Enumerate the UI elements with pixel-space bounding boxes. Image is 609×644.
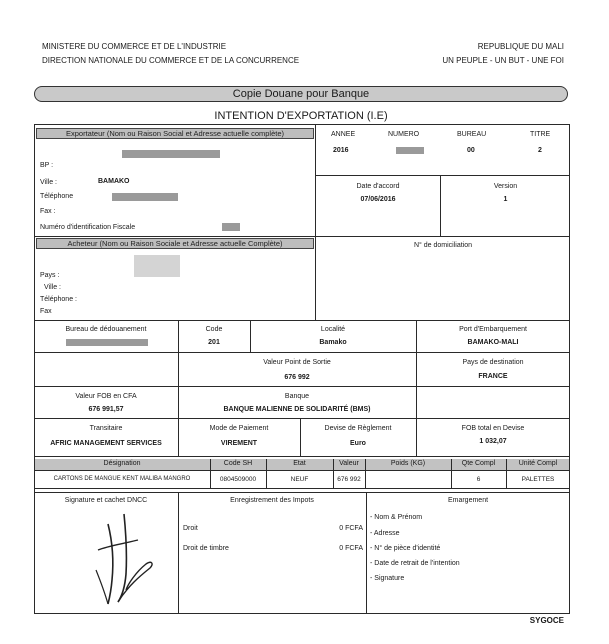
bureau-value: 00 — [467, 147, 475, 154]
fob-devise-value: 1 032,07 — [479, 438, 507, 445]
goods-header-designation: Désignation — [103, 460, 141, 467]
redaction — [112, 193, 178, 201]
redaction — [222, 223, 240, 231]
handwritten-signature — [78, 510, 168, 606]
transitaire-value: AFRIC MANAGEMENT SERVICES — [50, 440, 162, 447]
annee-label: ANNEE — [331, 131, 356, 138]
version-label: Version — [493, 183, 518, 190]
mode-paiement-value: VIREMENT — [220, 440, 258, 447]
localite-value: Bamako — [319, 339, 347, 346]
goods-designation: CARTONS DE MANGUE KENT MALIBA MANGRO — [53, 476, 191, 482]
fax-label: Fax : — [40, 208, 56, 215]
buyer-header: Acheteur (Nom ou Raison Sociale et Adresse actuelle Complète) — [36, 238, 314, 249]
code-value: 201 — [208, 339, 220, 346]
code-label: Code — [205, 326, 223, 333]
titre-label: TITRE — [530, 131, 551, 138]
buyer-ville-label: Ville : — [44, 284, 61, 291]
redaction — [66, 339, 148, 346]
transitaire-label: Transitaire — [89, 425, 123, 432]
date-accord-value: 07/06/2016 — [360, 196, 396, 203]
bp-label: BP : — [40, 162, 54, 169]
emargement-item: - Adresse — [370, 530, 400, 537]
republic-name: REPUBLIQUE DU MALI — [477, 42, 564, 51]
nif-label: Numéro d'identification Fiscale — [40, 224, 136, 231]
telephone-label: Téléphone — [40, 193, 74, 200]
emargement-label: Emargement — [447, 497, 489, 504]
mode-paiement-label: Mode de Paiement — [209, 425, 269, 432]
pays-destination-label: Pays de destination — [462, 359, 524, 366]
version-value: 1 — [503, 196, 508, 203]
goods-header-poids: Poids (KG) — [390, 460, 426, 467]
emargement-item: - N° de pièce d'identité — [370, 545, 441, 552]
devise-label: Devise de Règlement — [324, 425, 392, 432]
buyer-pays-label: Pays : — [40, 272, 60, 279]
valeur-sortie-label: Valeur Point de Sortie — [263, 359, 331, 366]
fob-cfa-label: Valeur FOB en CFA — [75, 393, 137, 400]
banque-label: Banque — [284, 393, 310, 400]
bureau-label: BUREAU — [457, 131, 487, 138]
devise-value: Euro — [350, 440, 366, 447]
droit-label: Droit — [183, 525, 198, 532]
titre-value: 2 — [538, 147, 542, 154]
copy-banner: Copie Douane pour Banque — [34, 86, 568, 102]
droit-timbre-value: 0 FCFA — [339, 545, 363, 552]
ville-value: BAMAKO — [98, 178, 130, 185]
ministry-name: MINISTERE DU COMMERCE ET DE L'INDUSTRIE — [42, 42, 227, 51]
fob-devise-label: FOB total en Devise — [461, 425, 525, 432]
banque-value: BANQUE MALIENNE DE SOLIDARITÉ (BMS) — [223, 406, 371, 413]
redaction — [396, 147, 424, 154]
port-label: Port d'Embarquement — [459, 326, 527, 333]
port-value: BAMAKO-MALI — [467, 339, 519, 346]
emargement-item: - Nom & Prénom — [370, 514, 423, 521]
signature-dncc-label: Signature et cachet DNCC — [64, 497, 148, 504]
goods-header-valeur: Valeur — [339, 460, 359, 467]
goods-header-qte: Qte Compl — [461, 460, 496, 467]
goods-header-etat: Etat — [293, 460, 306, 467]
buyer-fax-label: Fax — [40, 308, 52, 315]
date-accord-label: Date d'accord — [356, 183, 400, 190]
goods-unite: PALETTES — [521, 476, 555, 483]
impots-label: Enregistrement des Impots — [230, 497, 314, 504]
pays-destination-value: FRANCE — [478, 373, 508, 380]
goods-header-unite: Unité Compl — [518, 460, 558, 467]
goods-header-code-sh: Code SH — [223, 460, 253, 467]
footer-sygoce: SYGOCE — [529, 616, 564, 625]
valeur-sortie-value: 676 992 — [284, 374, 310, 381]
domiciliation-label: N° de domiciliation — [413, 242, 473, 249]
national-motto: UN PEUPLE - UN BUT - UNE FOI — [442, 56, 564, 65]
redaction — [122, 150, 220, 158]
ville-label: Ville : — [40, 179, 57, 186]
droit-value: 0 FCFA — [339, 525, 363, 532]
redaction — [134, 255, 180, 277]
fob-cfa-value: 676 991,57 — [88, 406, 124, 413]
emargement-item: - Signature — [370, 575, 405, 582]
direction-name: DIRECTION NATIONALE DU COMMERCE ET DE LA CONCURRENCE — [42, 56, 300, 65]
annee-value: 2016 — [333, 147, 349, 154]
goods-code-sh: 0804509000 — [219, 476, 257, 483]
document-title: INTENTION D'EXPORTATION (I.E) — [214, 110, 388, 122]
goods-valeur: 676 992 — [337, 476, 361, 483]
numero-label: NUMERO — [388, 131, 420, 138]
goods-etat: NEUF — [290, 476, 309, 483]
bureau-dedouanement-label: Bureau de dédouanement — [65, 326, 147, 333]
goods-qte: 6 — [476, 476, 481, 483]
emargement-item: - Date de retrait de l'intention — [370, 560, 460, 567]
droit-timbre-label: Droit de timbre — [183, 545, 229, 552]
exporter-header: Exportateur (Nom ou Raison Social et Adresse actuelle complète) — [36, 128, 314, 139]
buyer-telephone-label: Téléphone : — [40, 296, 77, 303]
localite-label: Localité — [320, 326, 346, 333]
